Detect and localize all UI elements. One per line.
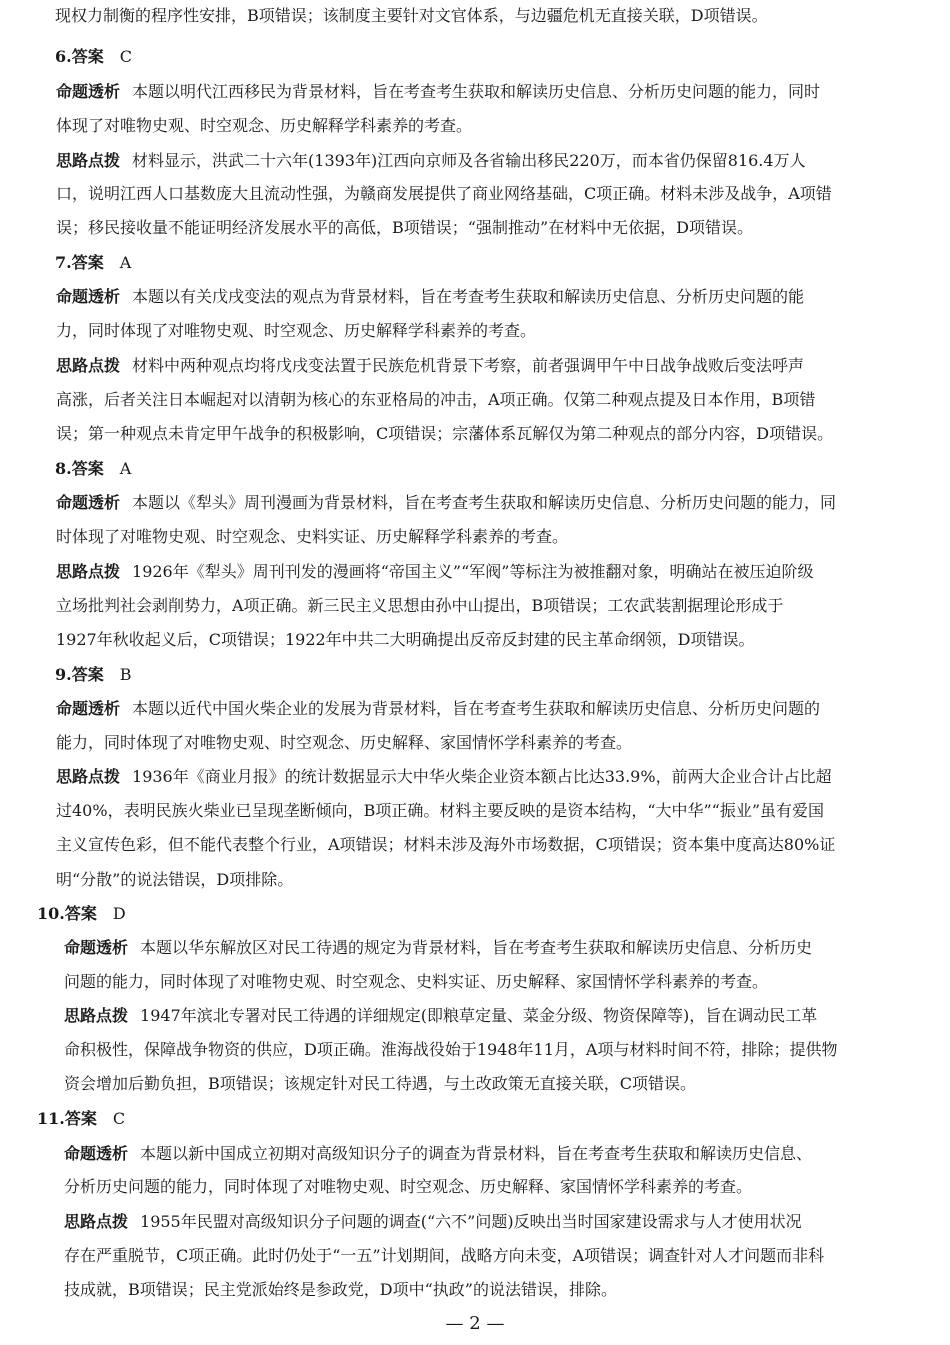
intent-line	[56, 699, 916, 719]
intent-line	[64, 1144, 924, 1164]
intent-line: 问题的能力，同时体现了对唯物史观、时空观念、史料实证、历史解释、家国情怀学科素养的考查。	[64, 972, 769, 991]
hint-line: 主义宣传色彩，但不能代表整个行业，A项错误；材料未涉及海外市场数据，C项错误；资本集中度高达80%证	[56, 835, 836, 854]
hint-line	[64, 1212, 924, 1232]
intent-label: 命题透析	[56, 699, 121, 718]
question-number: 6.	[55, 47, 72, 66]
answer-label: 答案	[64, 1109, 97, 1128]
answer-label: 答案	[71, 47, 104, 66]
question-number: 7.	[55, 253, 72, 272]
hint-line: 高涨，后者关注日本崛起对以清朝为核心的东亚格局的冲击，A项正确。仅第二种观点提及日本作用，B项错	[56, 390, 816, 409]
answer-line-9	[55, 665, 915, 685]
hint-line: 明“分散”的说法错误，D项排除。	[56, 870, 294, 889]
intent-line: 分析历史问题的能力，同时体现了对唯物史观、时空观念、历史解释、家国情怀学科素养的考查。	[64, 1177, 753, 1196]
text: 材料显示，洪武二十六年(1393年)江西向京师及各省输出移民220万，而本省仍保留816.4万人	[132, 151, 806, 170]
intent-line	[56, 493, 916, 513]
intent-line	[56, 82, 916, 102]
hint-line: 过40%，表明民族火柴业已呈现垄断倾向，B项正确。材料主要反映的是资本结构，“大中华”“振业”虽有爱国	[56, 801, 825, 820]
question-number: 9.	[55, 665, 72, 684]
hint-line	[64, 1006, 924, 1026]
hint-line: 立场批判社会剥削势力，A项正确。新三民主义思想由孙中山提出，B项错误；工农武装割据理论形成于	[56, 596, 784, 615]
hint-line: 口，说明江西人口基数庞大且流动性强，为赣商发展提供了商业网络基础，C项正确。材料未涉及战争，A项错	[56, 184, 832, 203]
hint-line: 资会增加后勤负担，B项错误；该规定针对民工待遇，与土改政策无直接关联，C项错误。	[64, 1074, 697, 1093]
answer-value: A	[119, 253, 132, 272]
hint-label: 思路点拨	[64, 1006, 129, 1025]
answer-label: 答案	[71, 665, 104, 684]
hint-line: 技成就，B项错误；民主党派始终是参政党，D项中“执政”的说法错误，排除。	[64, 1280, 617, 1299]
hint-label: 思路点拨	[56, 767, 121, 786]
hint-label: 思路点拨	[56, 562, 121, 581]
answer-line-10	[37, 904, 897, 924]
intent-label: 命题透析	[64, 1144, 129, 1163]
answer-value: C	[112, 1109, 126, 1128]
answer-line-11	[37, 1109, 897, 1129]
text: 本题以《犁头》周刊漫画为背景材料，旨在考查考生获取和解读历史信息、分析历史问题的能力，同	[132, 493, 837, 512]
answer-value: B	[119, 665, 132, 684]
hint-line	[56, 562, 916, 582]
intent-line: 时体现了对唯物史观、时空观念、史料实证、历史解释学科素养的考查。	[56, 527, 569, 546]
intent-label: 命题透析	[64, 938, 129, 957]
hint-line: 误；移民接收量不能证明经济发展水平的高低，B项错误；“强制推动”在材料中无依据，D项错误。	[56, 218, 753, 237]
text: 1947年滨北专署对民工待遇的详细规定(即粮草定量、菜金分级、物资保障等)，旨在调动民工革	[140, 1006, 818, 1025]
answer-label: 答案	[64, 904, 97, 923]
continuation-line: 现权力制衡的程序性安排，B项错误；该制度主要针对文官体系，与边疆危机无直接关联，D项错误。	[55, 6, 768, 25]
text: 本题以华东解放区对民工待遇的规定为背景材料，旨在考查考生获取和解读历史信息、分析历史	[140, 938, 813, 957]
answer-label: 答案	[71, 253, 104, 272]
text: 1926年《犁头》周刊刊发的漫画将“帝国主义”“军阀”等标注为被推翻对象，明确站在被压迫阶级	[132, 562, 814, 581]
intent-line: 体现了对唯物史观、时空观念、历史解释学科素养的考查。	[56, 116, 473, 135]
intent-label: 命题透析	[56, 82, 121, 101]
hint-label: 思路点拨	[64, 1212, 129, 1231]
text: 材料中两种观点均将戊戌变法置于民族危机背景下考察，前者强调甲午中日战争战败后变法呼声	[132, 356, 805, 375]
question-number: 10.	[37, 904, 65, 923]
intent-line	[64, 938, 924, 958]
intent-label: 命题透析	[56, 287, 121, 306]
hint-line: 命积极性，保障战争物资的供应，D项正确。淮海战役始于1948年11月，A项与材料时间不符，排除；提供物	[64, 1040, 838, 1059]
hint-line: 存在严重脱节，C项正确。此时仍处于“一五”计划期间，战略方向未变，A项错误；调查针对人才问题而非科	[64, 1246, 825, 1265]
hint-label: 思路点拨	[56, 151, 121, 170]
hint-line	[56, 151, 916, 171]
intent-line	[56, 287, 916, 307]
answer-line-8	[55, 459, 915, 479]
question-number: 8.	[55, 459, 72, 478]
text: 本题以明代江西移民为背景材料，旨在考查考生获取和解读历史信息、分析历史问题的能力，同时	[132, 82, 821, 101]
answer-label: 答案	[71, 459, 104, 478]
hint-line: 1927年秋收起义后，C项错误；1922年中共二大明确提出反帝反封建的民主革命纲领，D项错误。	[56, 630, 755, 649]
hint-line	[56, 767, 916, 787]
text: 本题以近代中国火柴企业的发展为背景材料，旨在考查考生获取和解读历史信息、分析历史问题的	[132, 699, 821, 718]
answer-line-6	[55, 47, 915, 67]
answer-line-7	[55, 253, 915, 273]
intent-label: 命题透析	[56, 493, 121, 512]
intent-line: 能力，同时体现了对唯物史观、时空观念、历史解释、家国情怀学科素养的考查。	[56, 733, 633, 752]
answer-value: C	[119, 47, 132, 66]
question-number: 11.	[37, 1109, 65, 1128]
hint-line	[56, 356, 916, 376]
text: 本题以有关戊戌变法的观点为背景材料，旨在考查考生获取和解读历史信息、分析历史问题的能	[132, 287, 805, 306]
text: 1955年民盟对高级知识分子问题的调查(“六不”问题)反映出当时国家建设需求与人才使用状况	[140, 1212, 802, 1231]
answer-value: D	[112, 904, 126, 923]
hint-label: 思路点拨	[56, 356, 121, 375]
hint-line: 误；第一种观点未肯定甲午战争的积极影响，C项错误；宗藩体系瓦解仅为第二种观点的部分内容，D项错误。	[56, 424, 834, 443]
answer-value: A	[119, 459, 132, 478]
text: 本题以新中国成立初期对高级知识分子的调查为背景材料，旨在考查考生获取和解读历史信息、	[140, 1144, 813, 1163]
text: 1936年《商业月报》的统计数据显示大中华火柴企业资本额占比达33.9%，前两大企业合计占比超	[132, 767, 832, 786]
intent-line: 力，同时体现了对唯物史观、时空观念、历史解释学科素养的考查。	[56, 321, 537, 340]
page-number: — 2 —	[445, 1313, 505, 1334]
